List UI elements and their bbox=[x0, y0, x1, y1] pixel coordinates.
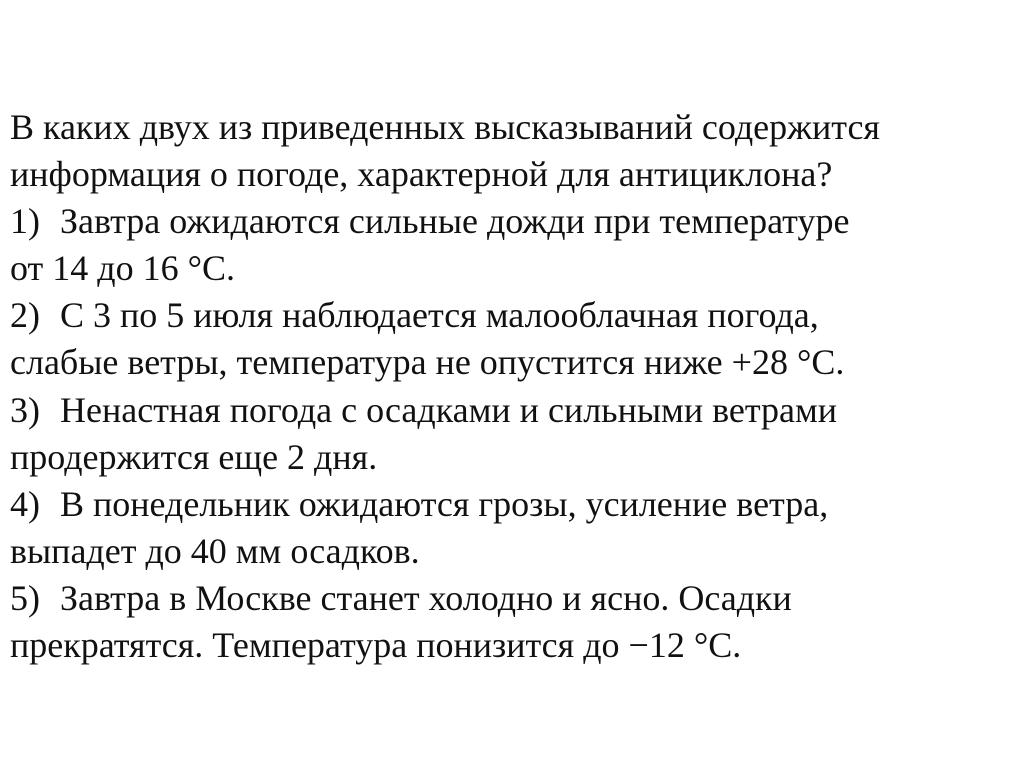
question-line-1: В каких двух из приведенных высказываний содержится bbox=[10, 107, 880, 147]
option-5 bbox=[10, 575, 1010, 622]
option-1-continuation: от 14 до 16 °C. bbox=[10, 248, 235, 289]
option-4-continuation: выпадет до 40 мм осадков. bbox=[10, 530, 420, 571]
option-5-continuation: прекратятся. Температура понизится до −12 °C. bbox=[10, 625, 742, 666]
option-3-number: 3) bbox=[10, 389, 40, 430]
option-4-number: 4) bbox=[10, 483, 40, 524]
option-5-text: Завтра в Москве станет холодно и ясно. Осадки bbox=[60, 577, 792, 618]
option-3-continuation: продержится еще 2 дня. bbox=[10, 436, 378, 477]
option-2-text: С 3 по 5 июля наблюдается малооблачная погода, bbox=[60, 295, 819, 336]
option-3 bbox=[10, 387, 1010, 434]
option-2-number: 2) bbox=[10, 295, 40, 336]
option-1 bbox=[10, 198, 1010, 245]
option-2 bbox=[10, 292, 1010, 339]
option-1-text: Завтра ожидаются сильные дожди при температуре bbox=[60, 201, 850, 242]
option-4-text: В понедельник ожидаются грозы, усиление ветра, bbox=[60, 483, 829, 524]
option-3-text: Ненастная погода с осадками и сильными ветрами bbox=[60, 389, 838, 430]
question-line-2: информация о погоде, характерной для антициклона? bbox=[10, 154, 833, 195]
question-text-block bbox=[10, 104, 1010, 669]
option-2-continuation: слабые ветры, температура не опустится ниже +28 °C. bbox=[10, 342, 845, 383]
option-5-number: 5) bbox=[10, 577, 40, 618]
option-1-number: 1) bbox=[10, 201, 40, 242]
option-4 bbox=[10, 481, 1010, 528]
